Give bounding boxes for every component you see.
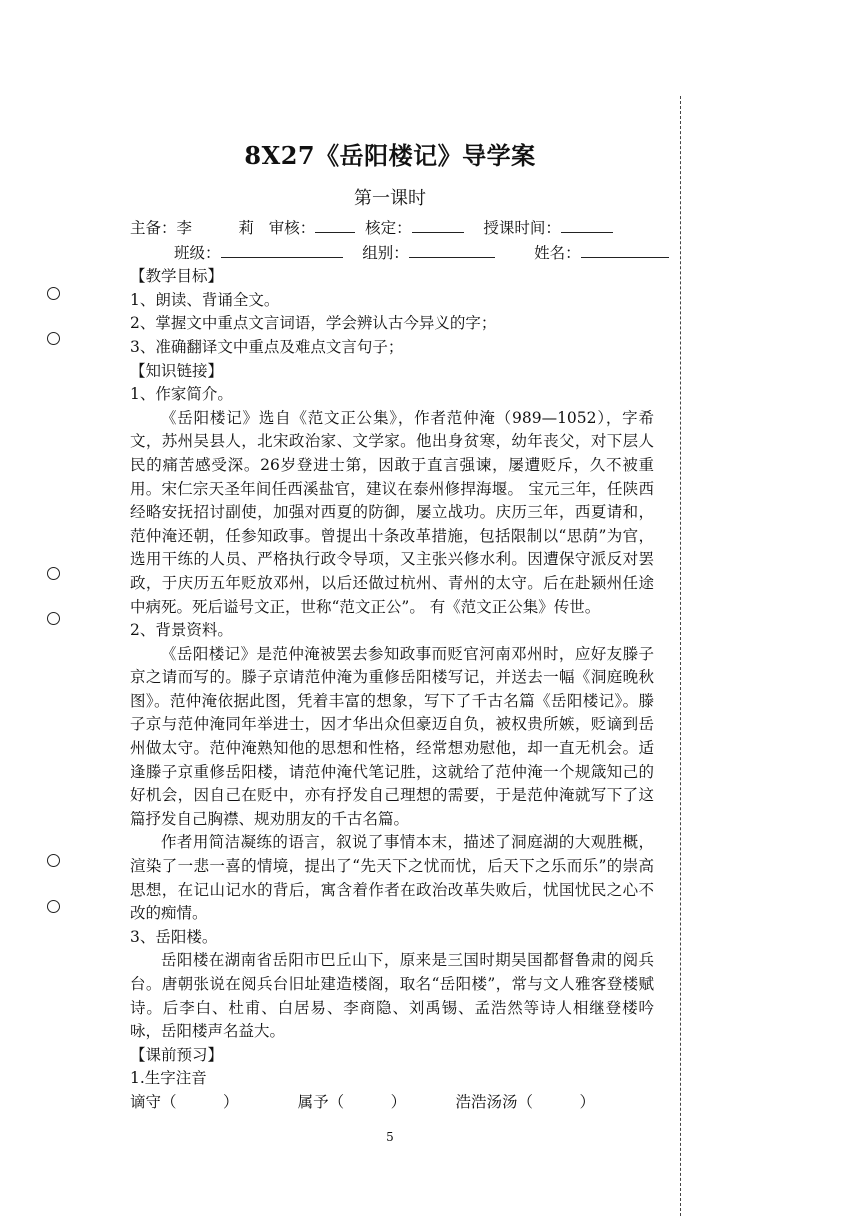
pinyin-item[interactable]: 谪守（ ） bbox=[130, 1092, 239, 1111]
page-subtitle: 第一课时 bbox=[354, 188, 426, 209]
shijian-blank[interactable] bbox=[561, 216, 613, 233]
page-number: 5 bbox=[386, 1130, 394, 1144]
pinyin-item[interactable]: 属予（ ） bbox=[297, 1092, 407, 1111]
info-shijian: 授课时间： bbox=[483, 219, 561, 237]
info-xingming: 姓名： bbox=[534, 243, 581, 262]
background-text: 《岳阳楼记》是范仲淹被罢去参知政事而贬官河南邓州时，应好友滕子京之请而写的。滕子京请范仲淹为重修岳阳楼写记，并送去一幅《洞庭晚秋图》。范仲淹依据此图，凭着丰富的想象，写下了千古名篇《岳阳楼记》。滕子京与范仲淹同年举进士，因才华出众但豪迈自负，被权贵所嫉，贬谪到岳州做太守。范仲淹熟知他的思想和性格，经常想劝慰他，却一直无机会。适逢滕子京重修岳阳楼，请范仲淹代笔记胜，这就给了范仲淹一个规箴知己的好机会，因自己在贬中，亦有抒发自己理想的需要，于是范仲淹就写下了这篇抒发自己胸襟、规劝朋友的千古名篇。 bbox=[130, 644, 654, 828]
pinyin-header: 1.生字注音 bbox=[130, 1069, 207, 1088]
info-banji: 班级： bbox=[174, 243, 221, 262]
pinyin-item[interactable]: 浩浩汤汤（ ） bbox=[455, 1092, 595, 1111]
goal-item: 2、掌握文中重点文言词语，学会辨认古今异义的字； bbox=[130, 314, 497, 333]
binding-hole bbox=[47, 900, 60, 913]
background-text: 作者用简洁凝练的语言，叙说了事情本末，描述了洞庭湖的大观胜概，渲染了一悲一喜的情境，提出了“先天下之忧而忧，后天下之乐而乐”的崇高思想，在记山记水的背后，寓含着作者在政治改革失败后，忧国忧民之心不改的痴情。 bbox=[130, 833, 654, 923]
pinyin-exercise-row bbox=[130, 1091, 654, 1115]
tower-header: 3、岳阳楼。 bbox=[130, 927, 218, 946]
binding-hole bbox=[47, 287, 60, 300]
goal-item: 3、准确翻译文中重点及难点文言句子； bbox=[130, 337, 404, 356]
zubie-blank[interactable] bbox=[409, 241, 495, 258]
binding-hole bbox=[47, 612, 60, 625]
info-zhubei: 主备：李 莉 bbox=[130, 219, 255, 237]
info-row-1 bbox=[130, 216, 654, 241]
goals-header: 【教学目标】 bbox=[130, 267, 224, 286]
document-body bbox=[130, 216, 654, 1115]
shenhe-blank[interactable] bbox=[315, 216, 355, 233]
page-title: 8X27《岳阳楼记》导学案 bbox=[244, 141, 536, 170]
author-intro-text: 《岳阳楼记》选自《范文正公集》，作者范仲淹（989—1052），字希文，苏州吴县人，北宋政治家、文学家。他出身贫寒，幼年丧父，对下层人民的痛苦感受深。26岁登进士第，因敢于直言强谏，屡遭贬斥，久不被重用。宋仁宗天圣年间任西溪盐官，建议在泰州修捍海堰。 宝元三年，任陕西经略安抚招讨副使，加强对西夏的防御，屡立战功。庆历三年，西夏请和，范仲淹还朝，任参知政事。曾提出十条改革措施，包括限制以“思荫”为官，选用干练的人员、严格执行政令导项，又主张兴修水利。因遭保守派反对罢政，于庆历五年贬放邓州，以后还做过杭州、青州的太守。后在赴颍州任途中病死。死后谥号文正，世称“范文正公”。 有《范文正公集》传世。 bbox=[130, 408, 654, 616]
info-zubie: 组别： bbox=[362, 243, 409, 262]
preview-header: 【课前预习】 bbox=[130, 1045, 224, 1064]
tower-text: 岳阳楼在湖南省岳阳市巴丘山下，原来是三国时期吴国都督鲁肃的阅兵台。唐朝张说在阅兵台旧址建造楼阁，取名“岳阳楼”，常与文人雅客登楼赋诗。后李白、杜甫、白居易、李商隐、刘禹锡、孟浩然等诗人相继登楼吟咏，岳阳楼声名益大。 bbox=[130, 951, 654, 1041]
xingming-blank[interactable] bbox=[581, 241, 669, 258]
binding-hole bbox=[47, 567, 60, 580]
binding-hole bbox=[47, 854, 60, 867]
background-header: 2、背景资料。 bbox=[130, 621, 233, 640]
author-intro-header: 1、作家简介。 bbox=[130, 385, 233, 404]
binding-dashed-line bbox=[680, 96, 681, 1216]
banji-blank[interactable] bbox=[221, 241, 343, 258]
binding-hole bbox=[47, 332, 60, 345]
goal-item: 1、朗读、背诵全文。 bbox=[130, 290, 280, 309]
info-row-2 bbox=[130, 241, 654, 266]
info-hading: 核定： bbox=[365, 219, 412, 237]
knowledge-link-header: 【知识链接】 bbox=[130, 361, 224, 380]
info-shenhe: 审核： bbox=[268, 219, 316, 237]
hading-blank[interactable] bbox=[412, 216, 464, 233]
